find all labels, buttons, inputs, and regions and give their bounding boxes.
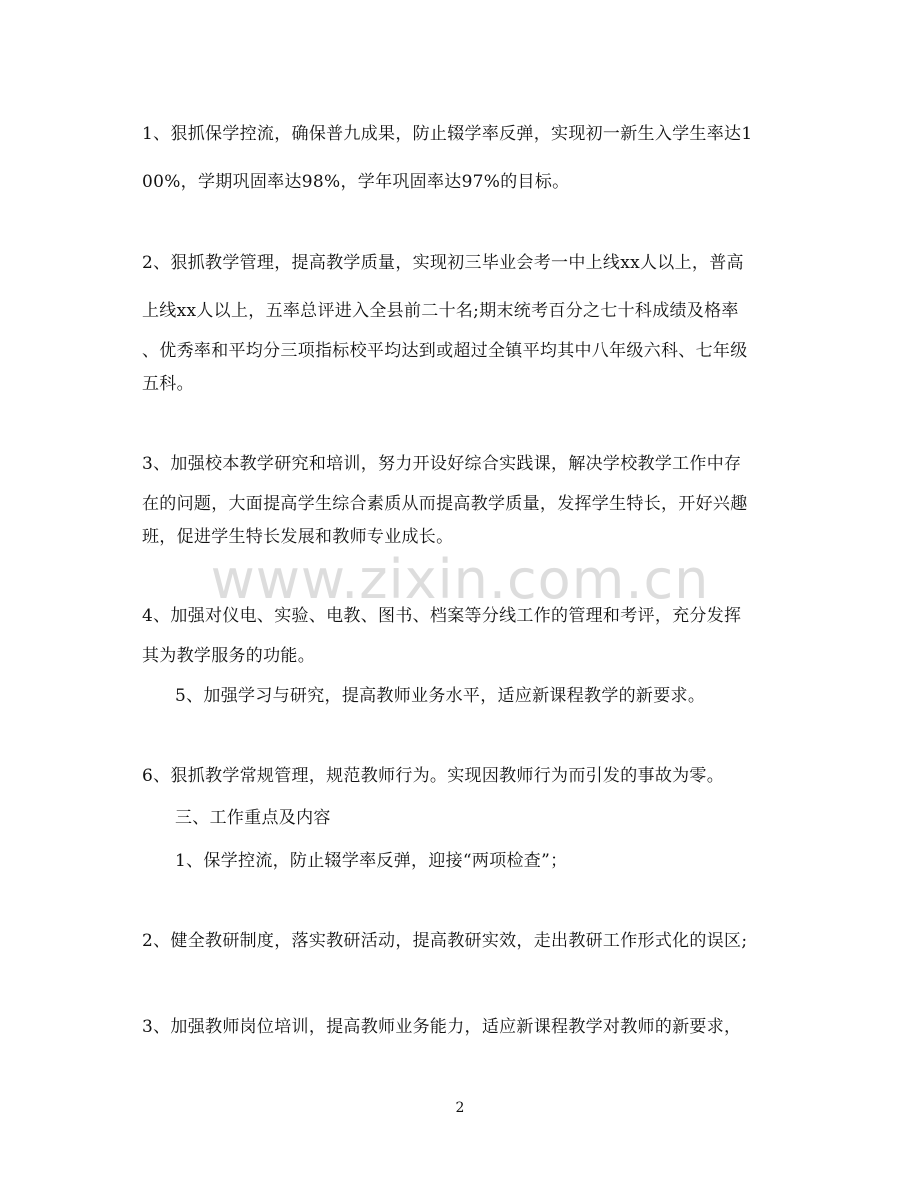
text-line: 1、狠抓保学控流，确保普九成果，防止辍学率反弹，实现初一新生入学生率达1: [142, 124, 753, 144]
text-line: 在的问题，大面提高学生综合素质从而提高教学质量，发挥学生特长，开好兴趣: [142, 494, 748, 514]
text-line: 上线xx人以上，五率总评进入全县前二十名;期末统考百分之七十科成绩及格率: [142, 301, 739, 321]
text-line: 1、保学控流，防止辍学率反弹，迎接“两项检查”；: [175, 851, 568, 871]
text-line: 4、加强对仪电、实验、电教、图书、档案等分线工作的管理和考评，充分发挥: [142, 606, 742, 626]
section-heading: 三、工作重点及内容: [175, 808, 331, 828]
text-line: 五科。: [142, 374, 194, 394]
text-line: 00%，学期巩固率达98%，学年巩固率达97%的目标。: [142, 172, 570, 192]
text-line: 3、加强教师岗位培训，提高教师业务能力，适应新课程教学对教师的新要求，: [142, 1017, 742, 1037]
text-line: 2、健全教研制度，落实教研活动，提高教研实效，走出教研工作形式化的误区;: [142, 931, 748, 951]
text-line: 班，促进学生特长发展和教师专业成长。: [142, 527, 454, 547]
text-line: 、优秀率和平均分三项指标校平均达到或超过全镇平均其中八年级六科、七年级: [142, 341, 748, 361]
page-number: 2: [455, 1100, 465, 1116]
text-line: 6、狠抓教学常规管理，规范教师行为。实现因教师行为而引发的事故为零。: [142, 766, 725, 786]
text-line: 3、加强校本教学研究和培训，努力开设好综合实践课，解决学校教学工作中存: [142, 454, 742, 474]
text-line: 其为教学服务的功能。: [142, 646, 315, 666]
watermark: www.zixin.com.cn: [210, 548, 710, 611]
text-line: 2、狠抓教学管理，提高教学质量，实现初三毕业会考一中上线xx人以上，普高: [142, 253, 744, 273]
text-line: 5、加强学习与研究，提高教师业务水平，适应新课程教学的新要求。: [175, 686, 706, 706]
